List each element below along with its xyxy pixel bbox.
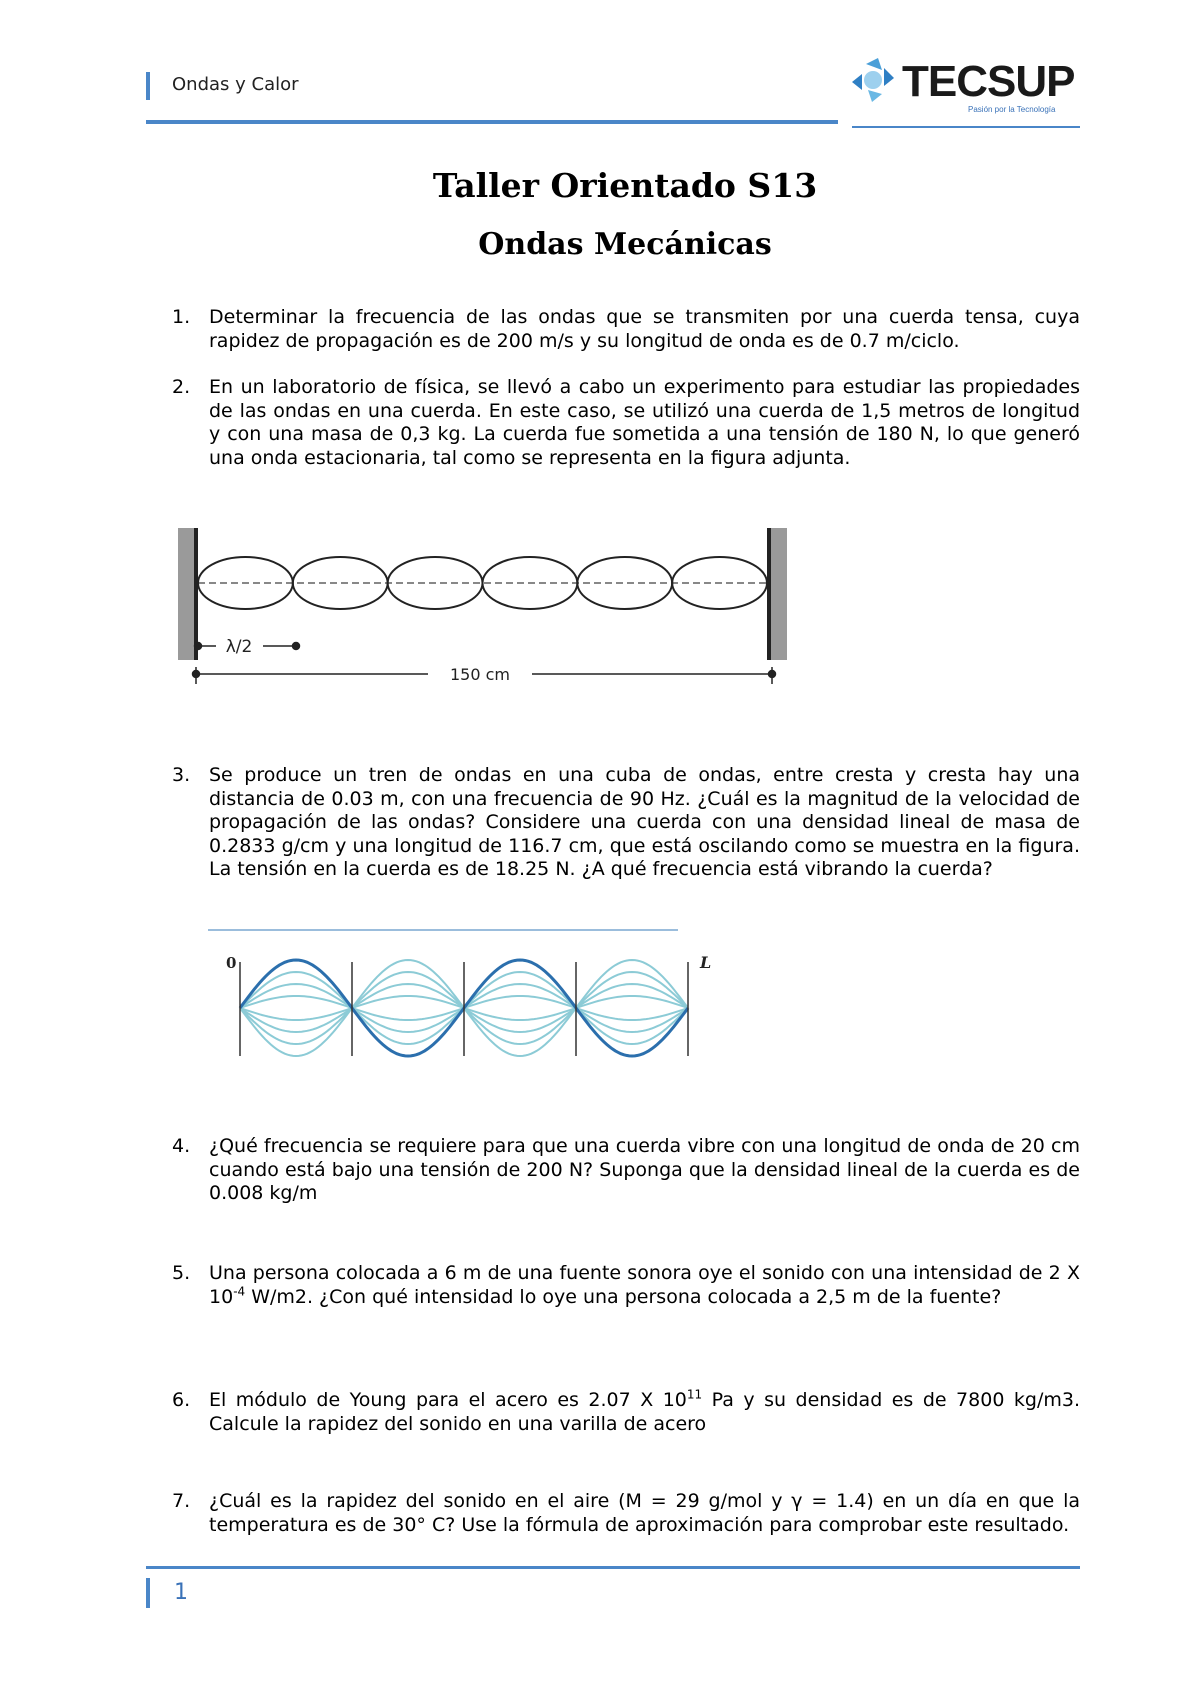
question-number: 1.	[172, 306, 191, 328]
half-wavelength-label: λ/2	[225, 637, 253, 657]
page-number: 1	[174, 1580, 188, 1605]
question-3	[172, 764, 1080, 882]
end-label: L	[700, 953, 712, 972]
footer-rule	[146, 1566, 1080, 1569]
page-subtitle: Ondas Mecánicas	[478, 227, 772, 262]
string-harmonic-figure	[208, 928, 718, 1068]
logo-arrows-icon	[852, 58, 894, 102]
page-title: Taller Orientado S13	[432, 166, 818, 205]
question-text: El módulo de Young para el acero es 2.07 X $10^{11}$ Pa y su densidad es de 7800 kg/m3. Calcule la rapidez del sonido en una varilla de acero	[209, 1387, 1080, 1435]
question-4	[172, 1135, 1080, 1206]
wave-loops	[198, 557, 767, 609]
length-label: 150 cm	[449, 665, 511, 684]
question-number: 3.	[172, 764, 191, 786]
standing-wave-figure	[178, 524, 794, 692]
tecsup-logo	[848, 54, 1078, 120]
question-number: 6.	[172, 1389, 191, 1411]
logo-text: TECSUP	[902, 57, 1075, 106]
question-text: ¿Cuál es la rapidez del sonido en el aire (M = 29 g/mol y γ = 1.4) en un día en que la temperatura es de 30° C? Use la fórmula de aproximación para comprobar este resultado.	[209, 1490, 1080, 1536]
question-2	[172, 376, 1080, 470]
question-text: Una persona colocada a 6 m de una fuente sonora oye el sonido con una intensidad de 2 X $10^{-4}$ W/m2. ¿Con qué intensidad lo oye una persona colocada a 2,5 m de la fuente?	[209, 1262, 1080, 1308]
question-number: 7.	[172, 1490, 191, 1512]
question-7	[172, 1490, 1080, 1537]
header-rule	[146, 120, 838, 124]
question-text: Determinar la frecuencia de las ondas que se transmiten por una cuerda tensa, cuya rapidez de propagación es de 200 m/s y su longitud de onda es de 0.7 m/ciclo.	[209, 306, 1080, 352]
question-text: ¿Qué frecuencia se requiere para que una cuerda vibre con una longitud de onda de 20 cm cuando está bajo una tensión de 200 N? Suponga que la densidad lineal de la cuerda es de 0.008 kg/m	[209, 1135, 1080, 1204]
logo-rule	[852, 126, 1080, 128]
exponent: 11	[686, 1387, 703, 1402]
logo-tagline: Pasión por la Tecnología	[968, 105, 1056, 114]
question-number: 4.	[172, 1135, 191, 1157]
question-6	[172, 1389, 1080, 1436]
wave-loop	[577, 557, 672, 609]
question-5	[172, 1262, 1080, 1309]
question-text: Se produce un tren de ondas en una cuba de ondas, entre cresta y cresta hay una distancia de 0.03 m, con una frecuencia de 90 Hz. ¿Cuál es la magnitud de la velocidad de propagación de las ondas? Considere una cuerda con una densidad lineal de masa de 0.2833 g/cm y una longitud de 116.7 cm, que está oscilando como se muestra en la figura. La tensión en la cuerda es de 18.25 N. ¿A qué frecuencia está vibrando la cuerda?	[209, 764, 1080, 880]
question-number: 2.	[172, 376, 191, 398]
footer-accent-bar	[146, 1578, 150, 1608]
header-accent-bar	[146, 72, 150, 100]
origin-label: 0	[226, 954, 237, 972]
exponent: -4	[233, 1284, 246, 1299]
question-text: En un laboratorio de física, se llevó a cabo un experimento para estudiar las propiedades de las ondas en una cuerda. En este caso, se utilizó una cuerda de 1,5 metros de longitud y con una masa de 0,3 kg. La cuerda fue sometida a una tensión de 180 N, lo que generó una onda estacionaria, tal como se representa en la figura adjunta.	[209, 376, 1080, 469]
question-1	[172, 306, 1080, 353]
question-number: 5.	[172, 1262, 191, 1284]
right-wall-edge	[767, 528, 771, 660]
left-wall-edge	[194, 528, 198, 660]
wave-loop	[293, 557, 388, 609]
course-name: Ondas y Calor	[172, 74, 299, 95]
